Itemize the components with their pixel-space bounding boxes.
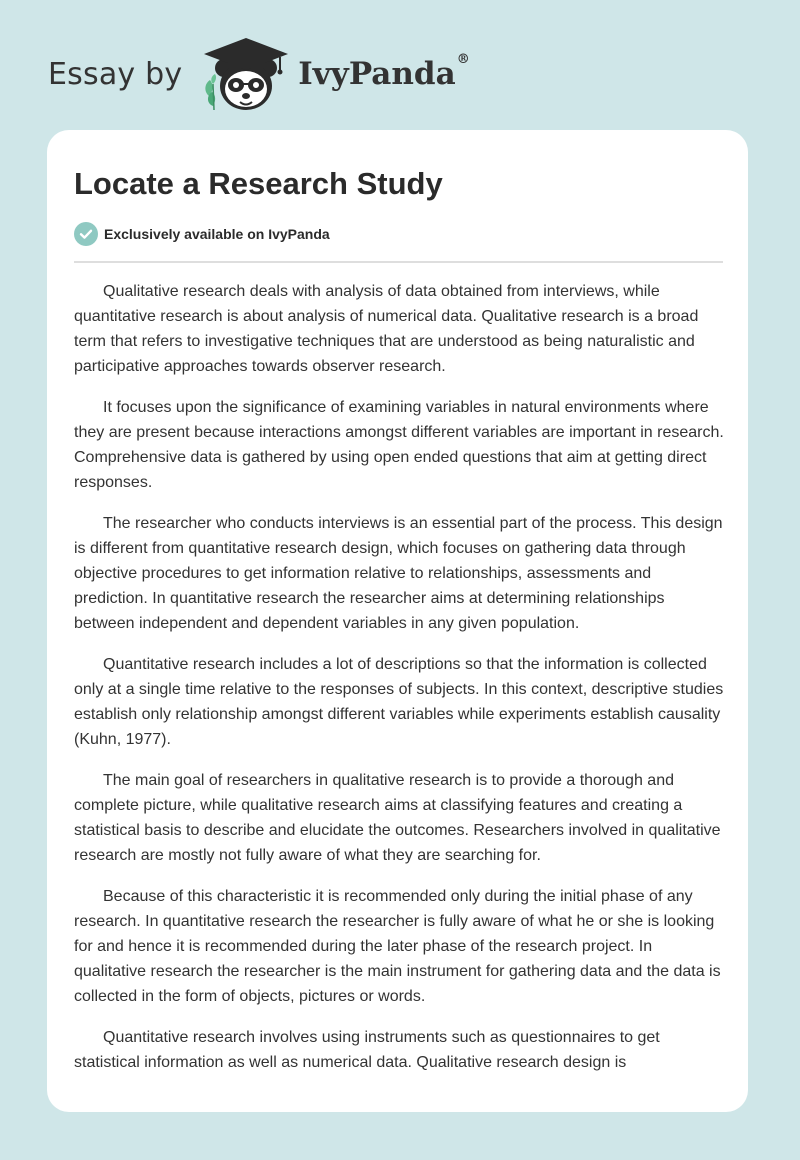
page-title: Locate a Research Study: [74, 166, 443, 201]
paragraph: The main goal of researchers in qualitative research is to provide a thorough and complete picture, while qualitative research aims at classifying features and creating a statistical basis to describe and elucidate the outcomes. Researchers involved in qualitative research are mostly not fully aware of what they are searching for.: [74, 772, 721, 864]
exclusive-badge-label: Exclusively available on IvyPanda: [104, 226, 330, 242]
panda-graduate-logo-icon[interactable]: [200, 34, 292, 114]
paragraph: Qualitative research deals with analysis of data obtained from interviews, while quantitative research is about analysis of numerical data. Qualitative research is a broad term that refers to investigative techniques that are understood as being naturalistic and participative approaches towards observer research.: [74, 283, 699, 375]
brand-name[interactable]: [298, 52, 470, 92]
paragraph: The researcher who conducts interviews is an essential part of the process. This design is different from quantitative research design, which focuses on gathering data through objective procedures to get information relative to relationships, assessments and prediction. In quantitative research the researcher aims at determining relationships between independent and dependent variables in any given population.: [74, 515, 723, 632]
site-header: [48, 34, 470, 114]
essay-body: [74, 279, 724, 1091]
brand-name-text: IvyPanda: [298, 56, 456, 92]
exclusive-badge: [74, 222, 330, 246]
paragraph: Quantitative research includes a lot of descriptions so that the information is collected only at a single time relative to the responses of subjects. In this context, descriptive studies establish only relationship amongst different variables while experiments establish causality (Kuhn, 1977).: [74, 656, 724, 748]
registered-mark: ®: [456, 52, 470, 67]
paragraph: Because of this characteristic it is recommended only during the initial phase of any research. In quantitative research the researcher is fully aware of what he or she is looking for and hence it is recommended during the later phase of the research project. In qualitative research the researcher is the main instrument for gathering data and the data is collected in the form of objects, pictures or words.: [74, 888, 721, 1005]
title-divider: [74, 261, 723, 263]
paragraph: Quantitative research involves using instruments such as questionnaires to get statistical information as well as numerical data. Qualitative research design is: [74, 1029, 660, 1071]
essay-by-label: Essay by: [48, 56, 183, 92]
essay-card: [47, 130, 748, 1112]
paragraph: It focuses upon the significance of examining variables in natural environments where they are present because interactions amongst different variables are important in research. Comprehensive data is gathered by using open ended questions that aim at getting direct responses.: [74, 399, 724, 491]
check-circle-icon: [74, 222, 98, 246]
